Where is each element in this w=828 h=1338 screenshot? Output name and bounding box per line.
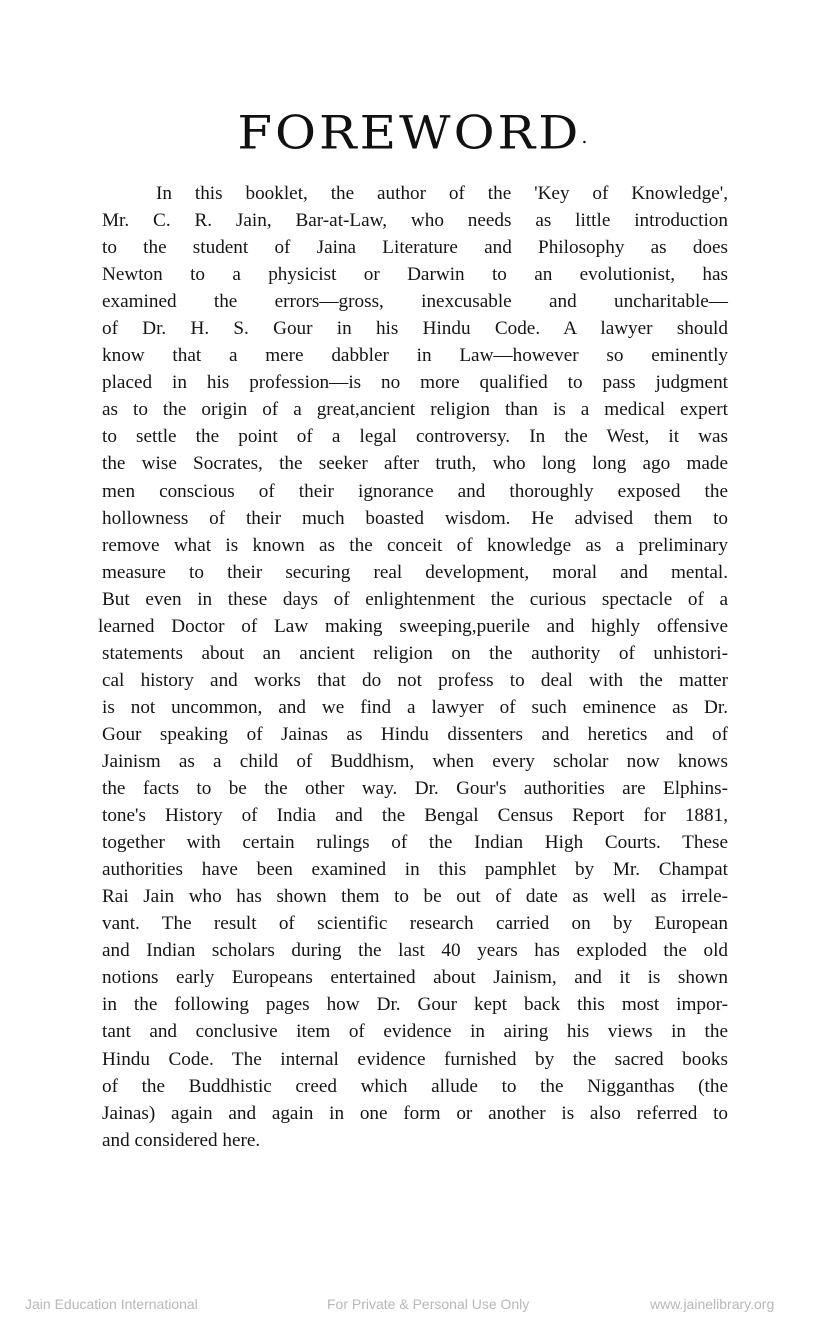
paragraph-line: vant. The result of scientific research carried on by European [102, 913, 728, 935]
paragraph-line: Mr. C. R. Jain, Bar-at-Law, who needs as little introduction [102, 210, 728, 232]
paragraph-line: know that a mere dabbler in Law—however so eminently [102, 345, 728, 367]
paragraph-line: measure to their securing real development, moral and mental. [102, 561, 728, 583]
paragraph-line: Gour speaking of Jainas as Hindu dissenters and heretics and of [102, 723, 728, 745]
paragraph-line: of Dr. H. S. Gour in his Hindu Code. A lawyer should [102, 318, 728, 340]
paragraph-line: Jainism as a child of Buddhism, when every scholar now knows [102, 750, 728, 772]
footer-website-link[interactable]: www.jainelibrary.org [650, 1296, 775, 1312]
page-footer [0, 1296, 828, 1320]
footer-usage-note: For Private & Personal Use Only [327, 1296, 530, 1312]
paragraph-line: statements about an ancient religion on the authority of unhistori- [102, 642, 728, 664]
foreword-paragraph [98, 180, 728, 1154]
paragraph-line: as to the origin of a great,ancient religion than is a medical expert [102, 399, 728, 421]
paragraph-line: is not uncommon, and we find a lawyer of such eminence as Dr. [102, 696, 728, 718]
paragraph-line: together with certain rulings of the Indian High Courts. These [102, 832, 728, 854]
paragraph-line: to settle the point of a legal controversy. In the West, it was [102, 426, 728, 448]
paragraph-line: and considered here. [102, 1129, 261, 1151]
paragraph-line: cal history and works that do not profess to deal with the matter [102, 669, 728, 691]
title-text: FOREWORD [237, 106, 582, 160]
paragraph-line: tone's History of India and the Bengal Census Report for 1881, [102, 805, 728, 827]
paragraph-line: remove what is known as the conceit of knowledge as a preliminary [102, 534, 728, 556]
paragraph-line: Jainas) again and again in one form or another is also referred to [102, 1102, 728, 1124]
paragraph-line: and Indian scholars during the last 40 years has exploded the old [102, 940, 728, 962]
paragraph-line: Hindu Code. The internal evidence furnished by the sacred books [102, 1048, 728, 1070]
paragraph-line: placed in his profession—is no more qualified to pass judgment [102, 372, 728, 394]
paragraph-line: In this booklet, the author of the 'Key of Knowledge', [156, 183, 728, 204]
page-title [0, 106, 828, 159]
paragraph-line: notions early Europeans entertained about Jainism, and it is shown [102, 967, 728, 989]
paragraph-line: tant and conclusive item of evidence in airing his views in the [102, 1021, 728, 1043]
paragraph-line: men conscious of their ignorance and thoroughly exposed the [102, 480, 728, 502]
paragraph-line: to the student of Jaina Literature and Philosophy as does [102, 237, 728, 259]
paragraph-line: authorities have been examined in this pamphlet by Mr. Champat [102, 859, 728, 881]
paragraph-line: examined the errors—gross, inexcusable and uncharitable— [102, 291, 728, 313]
paragraph-line: in the following pages how Dr. Gour kept back this most impor- [102, 994, 728, 1016]
paragraph-line: of the Buddhistic creed which allude to the Nigganthas (the [102, 1075, 728, 1097]
paragraph-line: Rai Jain who has shown them to be out of date as well as irrele- [102, 886, 728, 908]
paragraph-line: But even in these days of enlightenment the curious spectacle of a [102, 588, 728, 610]
footer-publisher: Jain Education International [25, 1296, 198, 1312]
title-mark: . [581, 125, 591, 148]
paragraph-line: learned Doctor of Law making sweeping,puerile and highly offensive [98, 615, 728, 637]
paragraph-line: the wise Socrates, the seeker after truth, who long long ago made [102, 453, 728, 475]
paragraph-line: hollowness of their much boasted wisdom. He advised them to [102, 507, 728, 529]
paragraph-line: the facts to be the other way. Dr. Gour's authorities are Elphins- [102, 778, 728, 800]
paragraph-line: Newton to a physicist or Darwin to an evolutionist, has [102, 264, 728, 286]
